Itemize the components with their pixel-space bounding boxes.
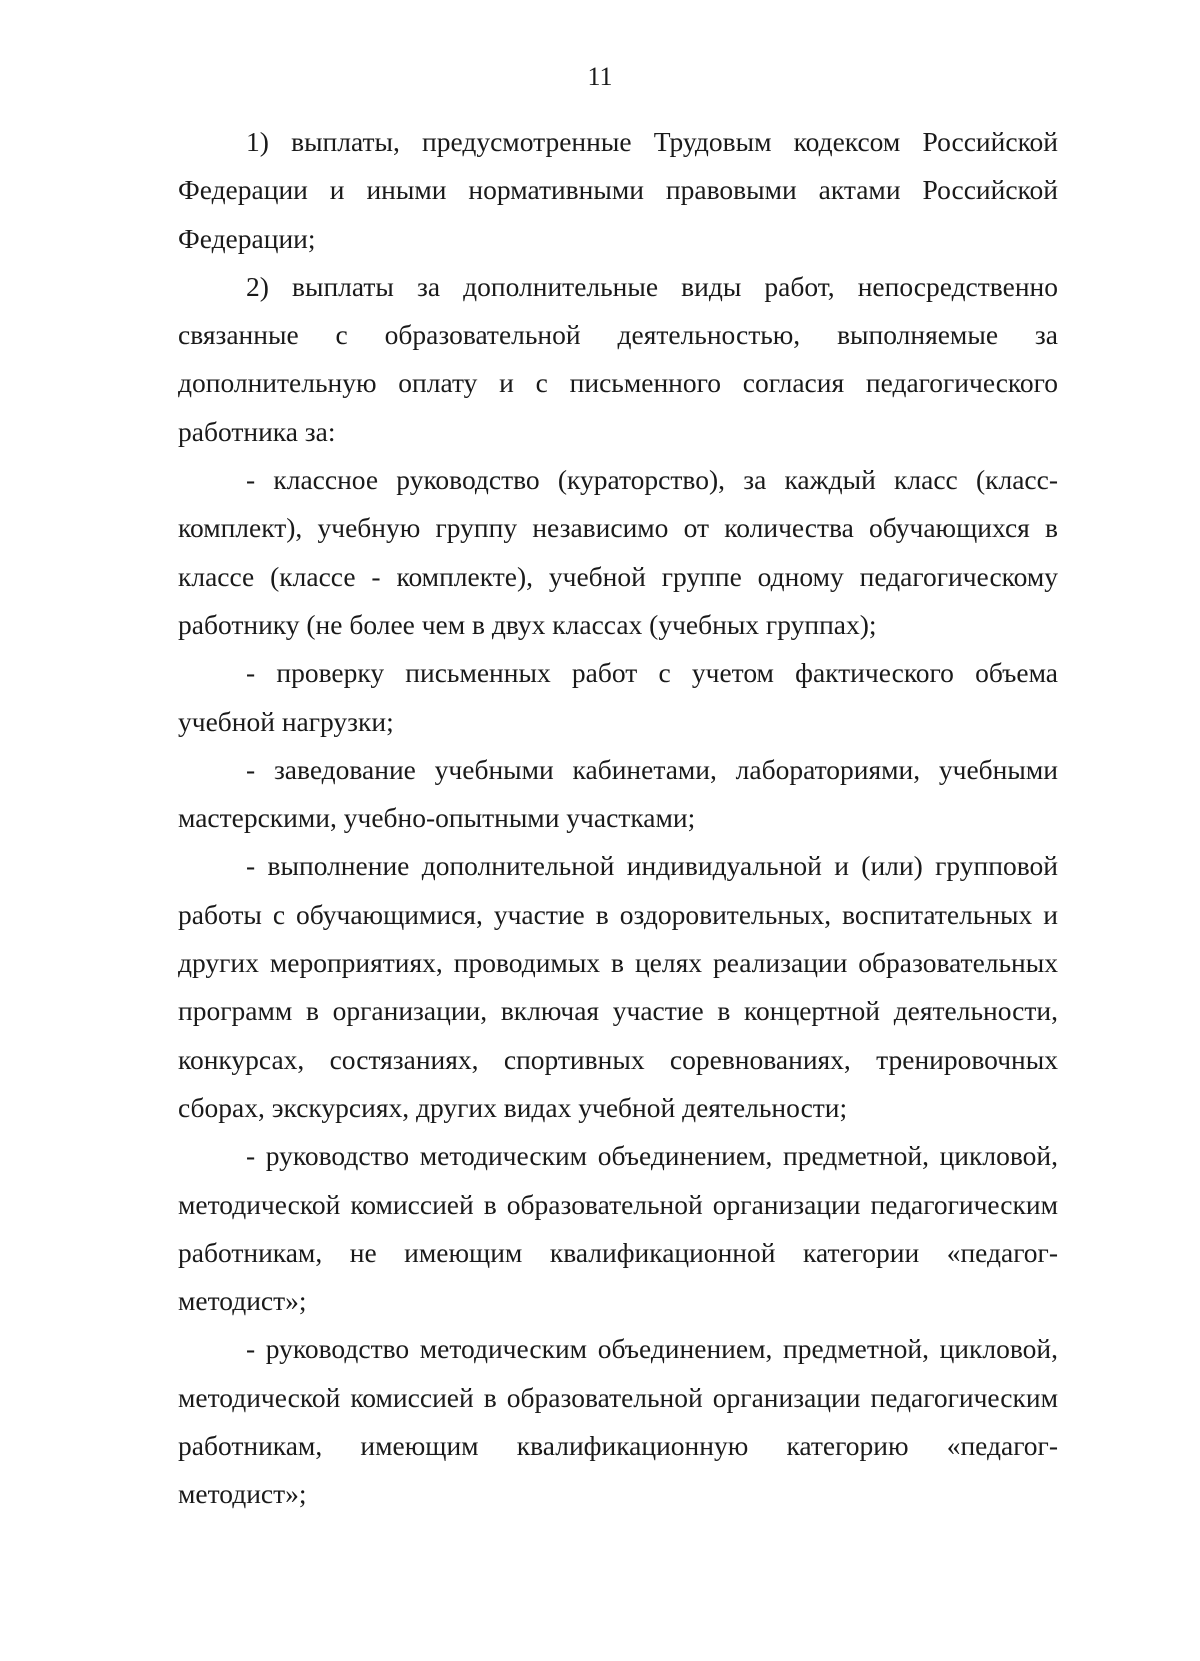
paragraph-payments-additional-work: 2) выплаты за дополнительные виды работ, непосредственно связанные с образовательной деятельностью, выполняемые за дополнительную оплату и с письменного согласия педагогического работника за: xyxy=(178,270,1058,447)
page-number: 11 xyxy=(587,62,613,91)
list-item-written-work-check: - проверку письменных работ с учетом фактического объема учебной нагрузки; xyxy=(178,657,1058,737)
list-item-methodical-leadership-with-category: - руководство методическим объединением, предметной, цикловой, методической комиссией в образовательной организации педагогическим работникам, имеющим квалификационную категорию «педагог-методист»; xyxy=(178,1333,1058,1510)
paragraph-payments-labor-code: 1) выплаты, предусмотренные Трудовым кодексом Российской Федерации и иными нормативными правовыми актами Российской Федерации; xyxy=(178,126,1058,254)
list-item-additional-group-work: - выполнение дополнительной индивидуальной и (или) групповой работы с обучающимися, участие в оздоровительных, воспитательных и других мероприятиях, проводимых в целях реализации образовательных программ в организации, включая участие в концертной деятельности, конкурсах, состязаниях, спортивных соревнованиях, тренировочных сборах, экскурсиях, других видах учебной деятельности; xyxy=(178,850,1058,1123)
list-item-class-supervision: - классное руководство (кураторство), за каждый класс (класс-комплект), учебную группу независимо от количества обучающихся в классе (классе - комплекте), учебной группе одному педагогическому работнику (не более чем в двух классах (учебных группах); xyxy=(178,464,1058,640)
list-item-methodical-leadership-no-category: - руководство методическим объединением, предметной, цикловой, методической комиссией в образовательной организации педагогическим работникам, не имеющим квалификационной категории «педагог-методист»; xyxy=(178,1140,1058,1317)
list-item-classroom-management: - заведование учебными кабинетами, лабораториями, учебными мастерскими, учебно-опытными участками; xyxy=(178,753,1058,834)
document-body xyxy=(178,118,1058,1519)
